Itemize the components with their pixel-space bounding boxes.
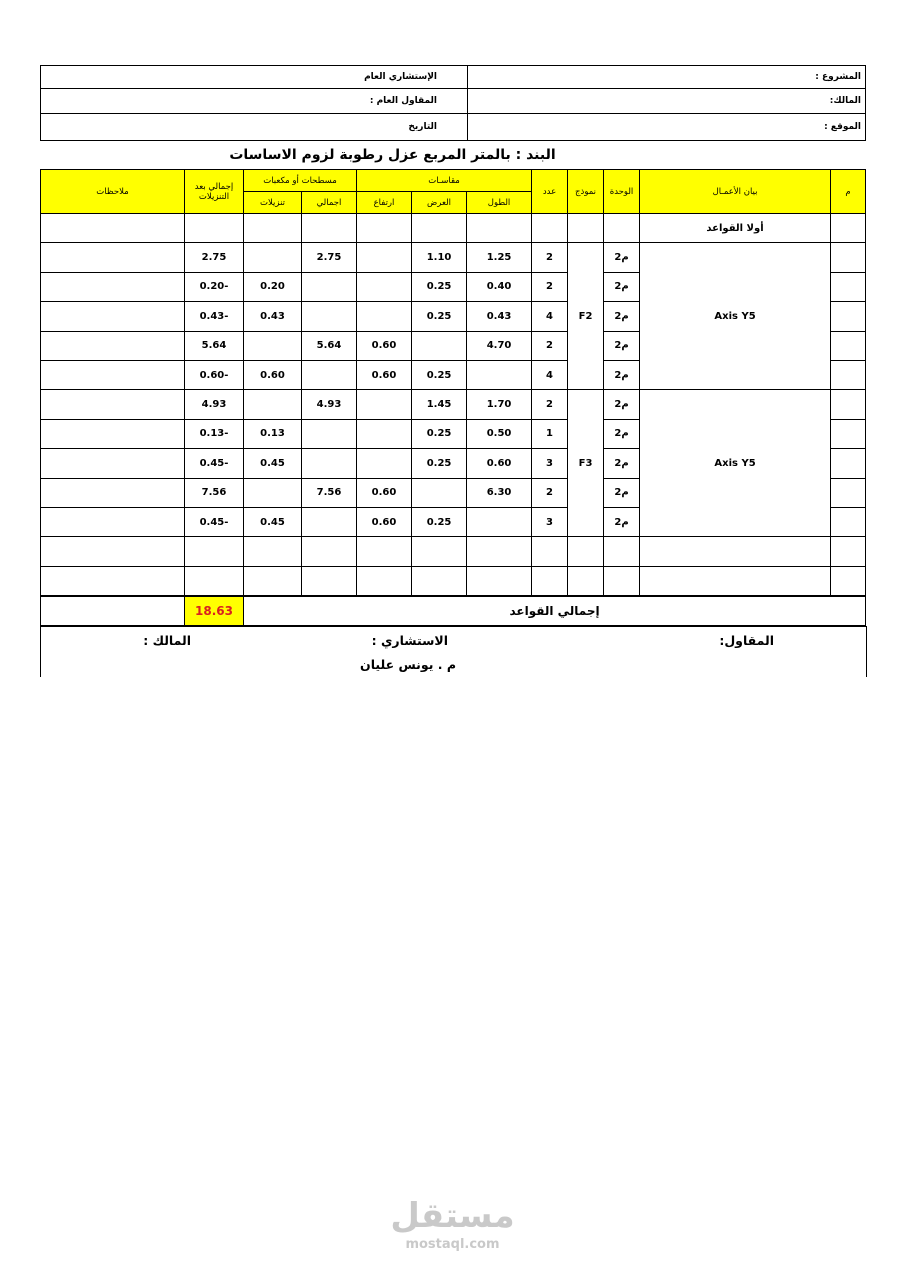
height-cell <box>357 449 412 478</box>
deduction-cell <box>244 331 302 360</box>
notes-cell <box>41 243 185 272</box>
col-count: عدد <box>532 170 568 214</box>
net-cell: 7.56 <box>185 478 244 507</box>
unit-cell: م2 <box>604 478 640 507</box>
count-cell: 2 <box>532 243 568 272</box>
project-info-table <box>40 65 866 141</box>
col-deductions: تنزيلات <box>244 192 302 214</box>
width-cell: 0.25 <box>412 449 467 478</box>
width-cell: 0.25 <box>412 360 467 389</box>
serial-cell <box>831 419 866 448</box>
deduction-cell <box>244 478 302 507</box>
unit-cell: م2 <box>604 449 640 478</box>
col-net-total: إجمالي بعد التنزيلات <box>185 170 244 214</box>
deduction-cell <box>244 390 302 419</box>
length-cell: 0.60 <box>467 449 532 478</box>
watermark-url: mostaql.com <box>405 1237 500 1252</box>
height-cell: 0.60 <box>357 507 412 536</box>
width-cell: 1.45 <box>412 390 467 419</box>
unit-cell: م2 <box>604 390 640 419</box>
serial-cell <box>831 331 866 360</box>
total-cell: 4.93 <box>302 390 357 419</box>
watermark-logo: مستقل <box>390 1196 515 1236</box>
site-field <box>468 114 866 141</box>
height-cell: 0.60 <box>357 360 412 389</box>
quantity-sheet <box>40 65 865 677</box>
col-dimensions: مقاسـات <box>357 170 532 192</box>
owner-label: المالك: <box>829 96 861 106</box>
total-cell: 2.75 <box>302 243 357 272</box>
total-cell: 7.56 <box>302 478 357 507</box>
net-cell: -0.43 <box>185 302 244 331</box>
col-notes: ملاحظات <box>41 170 185 214</box>
length-cell: 1.25 <box>467 243 532 272</box>
serial-cell <box>831 243 866 272</box>
notes-cell <box>41 449 185 478</box>
notes-cell <box>41 331 185 360</box>
width-cell: 0.25 <box>412 302 467 331</box>
width-cell: 0.25 <box>412 419 467 448</box>
deduction-cell: 0.20 <box>244 272 302 301</box>
consultant-field <box>41 66 468 89</box>
serial-cell <box>831 360 866 389</box>
unit-cell: م2 <box>604 331 640 360</box>
width-cell <box>412 331 467 360</box>
col-width: العرض <box>412 192 467 214</box>
width-cell: 0.25 <box>412 507 467 536</box>
table-row <box>41 243 866 272</box>
length-cell <box>467 360 532 389</box>
blank-row <box>41 537 866 566</box>
notes-cell <box>41 507 185 536</box>
description-cell: Axis Y5 <box>640 390 831 537</box>
owner-signature-label: المالك : <box>143 633 191 649</box>
net-cell: -0.45 <box>185 449 244 478</box>
serial-cell <box>831 478 866 507</box>
deduction-cell: 0.45 <box>244 507 302 536</box>
count-cell: 4 <box>532 302 568 331</box>
height-cell <box>357 272 412 301</box>
length-cell: 0.43 <box>467 302 532 331</box>
notes-cell <box>41 272 185 301</box>
unit-cell: م2 <box>604 272 640 301</box>
count-cell: 2 <box>532 331 568 360</box>
quantities-table <box>40 169 866 596</box>
height-cell <box>357 243 412 272</box>
col-surfaces: مسطحات أو مكعبات <box>244 170 357 192</box>
contractor-field <box>41 89 468 114</box>
date-label: التاريخ <box>408 122 437 132</box>
total-cell <box>302 449 357 478</box>
col-unit: الوحدة <box>604 170 640 214</box>
total-label: إجمالي القواعد <box>244 597 866 626</box>
total-cell <box>302 419 357 448</box>
serial-cell <box>831 272 866 301</box>
length-cell: 6.30 <box>467 478 532 507</box>
serial-cell <box>831 302 866 331</box>
count-cell: 1 <box>532 419 568 448</box>
serial-cell <box>831 390 866 419</box>
col-description: بيان الأعمـال <box>640 170 831 214</box>
net-cell: -0.45 <box>185 507 244 536</box>
deduction-cell <box>244 243 302 272</box>
count-cell: 2 <box>532 272 568 301</box>
contractor-signature-label: المقاول: <box>719 633 774 649</box>
contractor-label: المقاول العام : <box>369 96 437 106</box>
unit-cell: م2 <box>604 507 640 536</box>
item-title: البند : بالمتر المربع عزل رطوبة لزوم الاساسات <box>229 147 556 163</box>
height-cell: 0.60 <box>357 331 412 360</box>
model-cell: F2 <box>568 243 604 390</box>
length-cell <box>467 507 532 536</box>
length-cell: 4.70 <box>467 331 532 360</box>
notes-cell <box>41 360 185 389</box>
total-cell <box>302 302 357 331</box>
height-cell: 0.60 <box>357 478 412 507</box>
net-cell: -0.20 <box>185 272 244 301</box>
length-cell: 1.70 <box>467 390 532 419</box>
blank-row <box>41 566 866 595</box>
serial-cell <box>831 449 866 478</box>
count-cell: 3 <box>532 449 568 478</box>
serial-cell <box>831 507 866 536</box>
total-row <box>41 597 866 626</box>
width-cell <box>412 478 467 507</box>
length-cell: 0.40 <box>467 272 532 301</box>
description-cell: Axis Y5 <box>640 243 831 390</box>
consultant-label: الإستشاري العام <box>364 72 437 82</box>
height-cell <box>357 302 412 331</box>
deduction-cell: 0.45 <box>244 449 302 478</box>
total-cell <box>302 360 357 389</box>
count-cell: 4 <box>532 360 568 389</box>
project-label: المشروع : <box>815 72 861 82</box>
unit-cell: م2 <box>604 360 640 389</box>
net-cell: 5.64 <box>185 331 244 360</box>
total-cell: 5.64 <box>302 331 357 360</box>
count-cell: 3 <box>532 507 568 536</box>
unit-cell: م2 <box>604 302 640 331</box>
date-field <box>41 114 468 141</box>
length-cell: 0.50 <box>467 419 532 448</box>
deduction-cell: 0.60 <box>244 360 302 389</box>
notes-cell <box>41 390 185 419</box>
unit-cell: م2 <box>604 419 640 448</box>
model-cell: F3 <box>568 390 604 537</box>
width-cell: 0.25 <box>412 272 467 301</box>
owner-field <box>468 89 866 114</box>
width-cell: 1.10 <box>412 243 467 272</box>
total-cell <box>302 272 357 301</box>
count-cell: 2 <box>532 390 568 419</box>
total-table <box>40 596 866 626</box>
deduction-cell: 0.13 <box>244 419 302 448</box>
notes-cell <box>41 419 185 448</box>
net-cell: -0.13 <box>185 419 244 448</box>
section-label: أولا القواعد <box>640 214 831 243</box>
net-cell: 4.93 <box>185 390 244 419</box>
site-label: الموقع : <box>824 122 861 132</box>
notes-cell <box>41 302 185 331</box>
count-cell: 2 <box>532 478 568 507</box>
col-model: نموذج <box>568 170 604 214</box>
net-cell: -0.60 <box>185 360 244 389</box>
net-cell: 2.75 <box>185 243 244 272</box>
signature-area <box>40 626 867 677</box>
table-row <box>41 390 866 419</box>
project-field <box>468 66 866 89</box>
col-total: اجمالي <box>302 192 357 214</box>
col-serial: م <box>831 170 866 214</box>
col-height: ارتفاع <box>357 192 412 214</box>
total-cell <box>302 507 357 536</box>
col-length: الطول <box>467 192 532 214</box>
unit-cell: م2 <box>604 243 640 272</box>
section-row <box>41 214 866 243</box>
deduction-cell: 0.43 <box>244 302 302 331</box>
consultant-signature-label: الاستشاري : <box>371 633 448 649</box>
total-value: 18.63 <box>185 597 244 626</box>
height-cell <box>357 419 412 448</box>
height-cell <box>357 390 412 419</box>
notes-cell <box>41 478 185 507</box>
consultant-name: م . يونس عليان <box>360 657 456 673</box>
